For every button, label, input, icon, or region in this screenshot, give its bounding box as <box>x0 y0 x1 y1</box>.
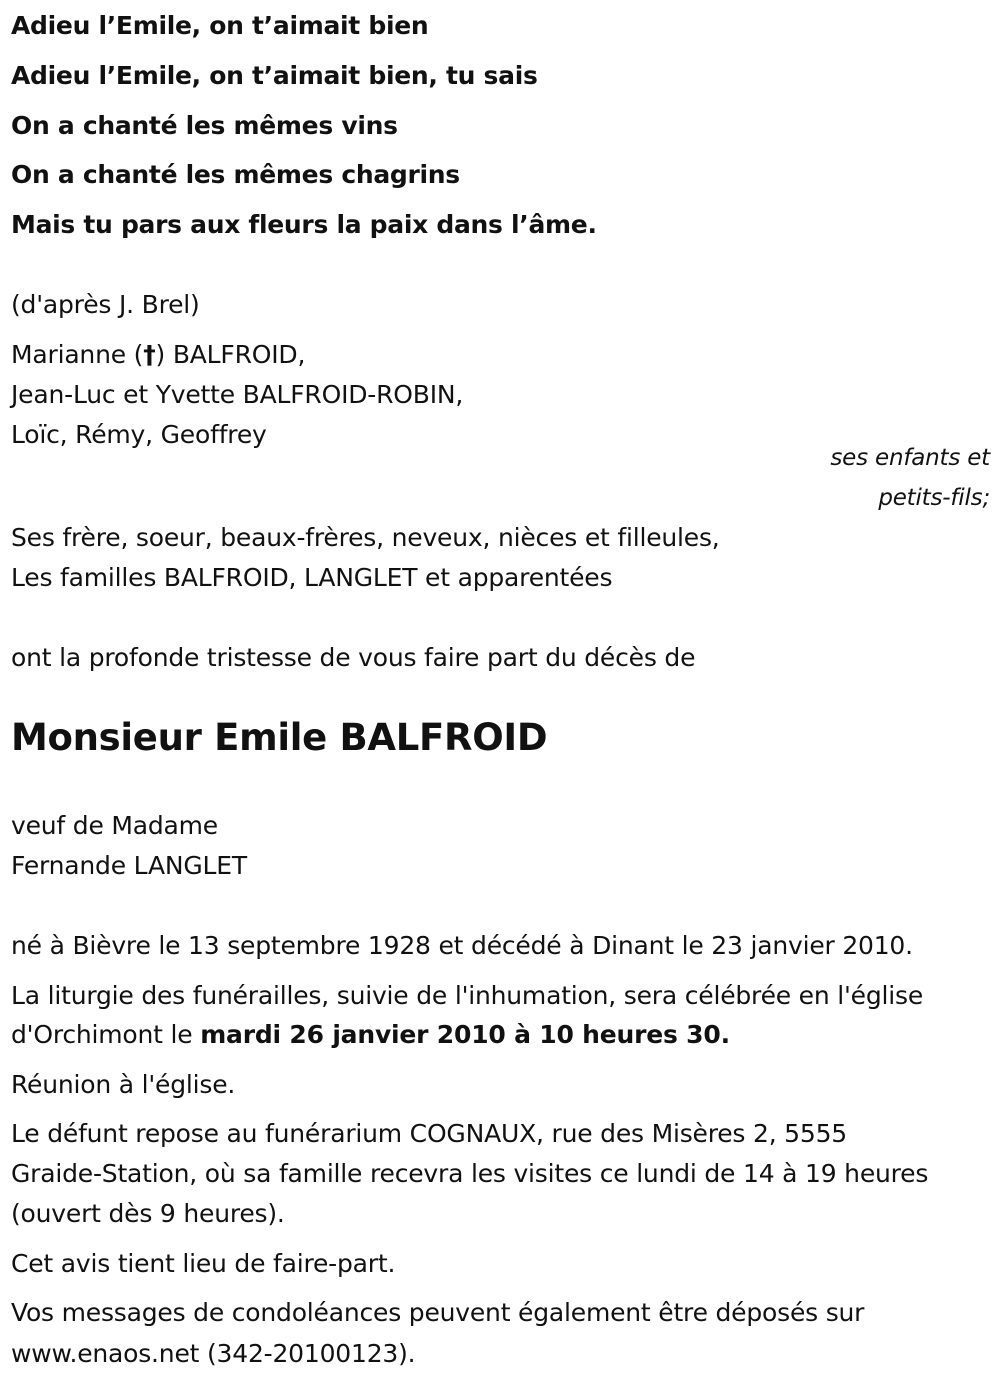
poem-line-5: Mais tu pars aux fleurs la paix dans l’âme. <box>11 210 597 239</box>
liturgy-line-2 <box>11 1022 730 1047</box>
poem-attribution: (d'après J. Brel) <box>11 290 200 319</box>
notice: Cet avis tient lieu de faire-part. <box>11 1249 396 1278</box>
rest-line-1: Le défunt repose au funérarium COGNAUX, rue des Misères 2, 5555 <box>11 1119 848 1148</box>
rest-line-3: (ouvert dès 9 heures). <box>11 1199 285 1228</box>
poem-line-2: Adieu l’Emile, on t’aimait bien, tu sais <box>11 61 538 90</box>
family-line-3: Loïc, Rémy, Geoffrey <box>11 420 267 449</box>
deceased-name: Monsieur Emile BALFROID <box>11 716 548 759</box>
family-line-2: Jean-Luc et Yvette BALFROID-ROBIN, <box>11 380 464 409</box>
relation-line-2: petits-fils; <box>878 485 990 511</box>
family-line-1-prefix: Marianne ( <box>11 340 144 369</box>
liturgy-datetime: mardi 26 janvier 2010 à 10 heures 30. <box>200 1020 730 1049</box>
liturgy-line-1: La liturgie des funérailles, suivie de l'inhumation, sera célébrée en l'église <box>11 981 924 1010</box>
messages-line-2[interactable]: www.enaos.net (342-20100123). <box>11 1339 416 1368</box>
family-line-1 <box>11 342 305 367</box>
birth-death: né à Bièvre le 13 septembre 1928 et décédé à Dinant le 23 janvier 2010. <box>11 931 913 960</box>
widower-line-1: veuf de Madame <box>11 811 218 840</box>
poem-line-3: On a chanté les mêmes vins <box>11 111 398 140</box>
rest-line-2: Graide-Station, où sa famille recevra les visites ce lundi de 14 à 19 heures <box>11 1159 929 1188</box>
widower-line-2: Fernande LANGLET <box>11 851 247 880</box>
family-line-1-suffix: ) BALFROID, <box>155 340 306 369</box>
poem-line-4: On a chanté les mêmes chagrins <box>11 160 460 189</box>
meeting-info: Réunion à l'église. <box>11 1070 236 1099</box>
announcement: ont la profonde tristesse de vous faire part du décès de <box>11 643 696 672</box>
relation-line-1: ses enfants et <box>830 445 990 471</box>
extended-family-line-2: Les familles BALFROID, LANGLET et apparentées <box>11 563 613 592</box>
cross-icon: † <box>143 340 156 369</box>
messages-line-1: Vos messages de condoléances peuvent également être déposés sur <box>11 1298 865 1327</box>
extended-family-line-1: Ses frère, soeur, beaux-frères, neveux, nièces et filleules, <box>11 523 720 552</box>
poem-line-1: Adieu l’Emile, on t’aimait bien <box>11 11 429 40</box>
liturgy-line-2-prefix: d'Orchimont le <box>11 1020 201 1049</box>
